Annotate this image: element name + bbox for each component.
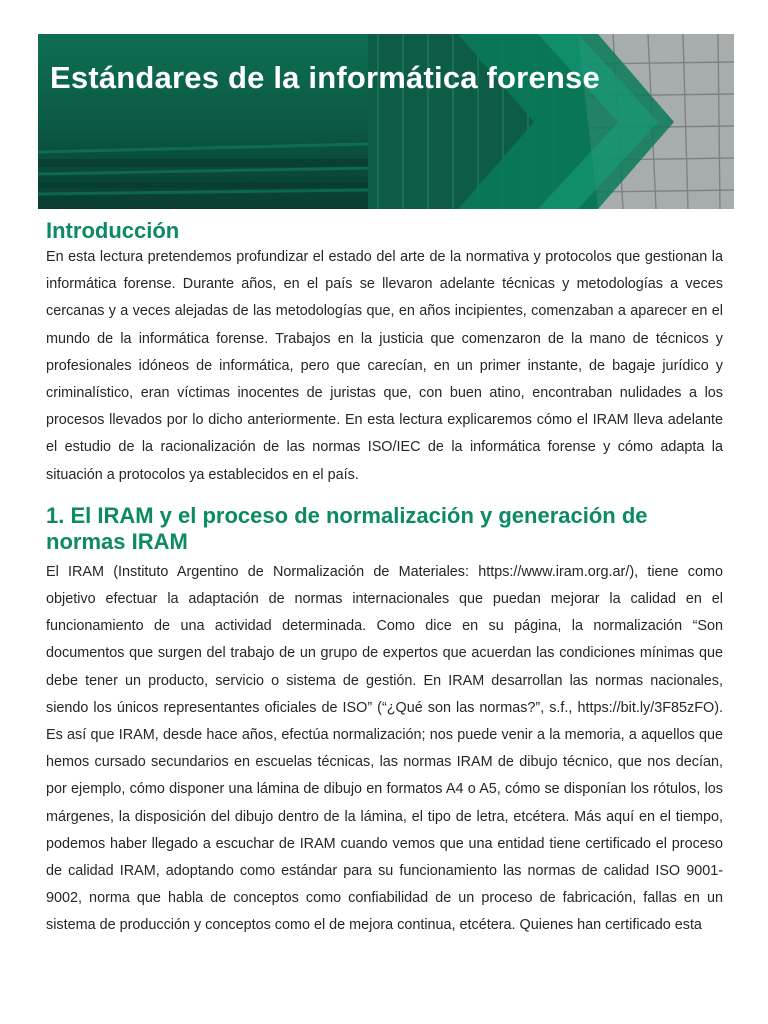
section-heading-introduccion: Introducción bbox=[46, 218, 180, 243]
document-body bbox=[46, 218, 723, 940]
header-banner bbox=[38, 34, 734, 209]
section-paragraph-introduccion: En esta lectura pretendemos profundizar el estado del arte de la normativa y protocolos que gestionan la informática forense. Durante años, en el país se llevaron adelante técnicas y metodologías a veces cercanas y a veces alejadas de las metodologías que, en años incipientes, comenzaban a aparecer en el mundo de la informática forense. Trabajos en la justicia que comenzaron de la mano de técnicos y profesionales idóneos de informática, pero que carecían, en un primer instante, de bagaje jurídico y criminalístico, eran víctimas inocentes de juristas que, con buen atino, encontraban nulidades a los procesos llevados por lo dicho anteriormente. En esta lectura explicaremos cómo el IRAM lleva adelante el estudio de la racionalización de las normas ISO/IEC de la informática forense y cómo adapta la situación a protocolos ya establecidos en el país. bbox=[46, 249, 723, 483]
section-paragraph-iram: El IRAM (Instituto Argentino de Normalización de Materiales: https://www.iram.org.ar/), tiene como objetivo efectuar la adaptación de normas internacionales que puedan mejorar la calidad en el funcionamiento de una actividad determinada. Como dice en su página, la normalización “Son documentos que surgen del trabajo de un grupo de expertos que acuerdan las condiciones mínimas que debe tener un producto, servicio o sistema de gestión. En IRAM desarrollan las normas nacionales, siendo los únicos representantes oficiales de ISO” (“¿Qué son las normas?”, s.f., https://bit.ly/3F85zFO). Es así que IRAM, desde hace años, efectúa normalización; nos puede venir a la memoria, a aquellos que hemos cursado secundarios en escuelas técnicas, las normas IRAM de dibujo técnico, que nos decían, por ejemplo, cómo disponer una lámina de dibujo en formatos A4 o A5, cómo se disponían los rótulos, los márgenes, la disposición del dibujo dentro de la lámina, el tipo de letra, etcétera. Más aquí en el tiempo, podemos haber llegado a escuchar de IRAM cuando vemos que una entidad tiene certificado el proceso de calidad IRAM, adoptando como estándar para su funcionamiento las normas de calidad ISO 9001-9002, norma que habla de conceptos como confiabilidad de un proceso de fabricación, fallas en un sistema de producción y conceptos como el de mejora continua, etcétera. Quienes han certificado esta bbox=[46, 563, 723, 934]
document-title: Estándares de la informática forense bbox=[50, 60, 600, 95]
section-heading-iram: 1. El IRAM y el proceso de normalización y generación de normas IRAM bbox=[46, 502, 648, 554]
